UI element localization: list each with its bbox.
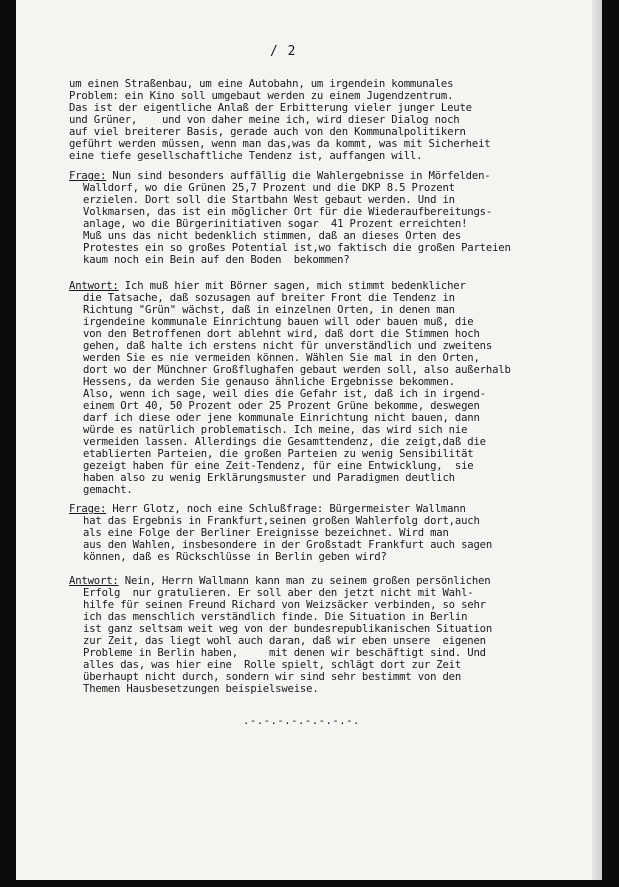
text-line: etablierten Parteien, die großen Parteien zu wenig Sensibilität — [83, 448, 474, 460]
text-line: ich das menschlich verständlich finde. Die Situation in Berlin — [83, 611, 468, 623]
text-line: Volkmarsen, das ist ein möglicher Ort für die Wiederaufbereitungs- — [83, 206, 493, 218]
text-line: haben also zu wenig Erklärungsmuster und Paradigmen deutlich — [83, 472, 455, 484]
text-line: um einen Straßenbau, um eine Autobahn, um irgendein kommunales — [69, 78, 454, 90]
text-line: werden Sie es nie vermeiden können. Wählen Sie mal in den Orten, — [83, 352, 480, 364]
text-line: ist ganz seltsam weit weg von der bundesrepublikanischen Situation — [83, 623, 493, 635]
text-line: zur Zeit, das liegt wohl auch daran, daß wir eben unsere eigenen — [83, 635, 486, 647]
text-line: Protestes ein so großes Potential ist,wo faktisch die großen Parteien — [83, 242, 511, 254]
text-line: hat das Ergebnis in Frankfurt,seinen großen Wahlerfolg dort,auch — [83, 515, 480, 527]
speaker-line — [69, 503, 569, 515]
text-line: können, daß es Rückschlüsse in Berlin geben wird? — [83, 551, 387, 563]
text-line: würde es natürlich problematisch. Ich meine, das wird sich nie — [83, 424, 468, 436]
text-line: Probleme in Berlin haben, mit denen wir beschäftigt sind. Und — [83, 647, 486, 659]
text-line: Nun sind besonders auffällig die Wahlergebnisse in Mörfelden- — [106, 170, 491, 182]
text-line: kaum noch ein Bein auf den Boden bekommen? — [83, 254, 350, 266]
page-edge-shadow — [592, 0, 602, 880]
text-line: einem Ort 40, 50 Prozent oder 25 Prozent Grüne bekomme, deswegen — [83, 400, 480, 412]
text-line: vermeiden lassen. Allerdings die Gesamttendenz, die zeigt,daß die — [83, 436, 486, 448]
text-line: Walldorf, wo die Grünen 25,7 Prozent und die DKP 8.5 Prozent — [83, 182, 455, 194]
text-line: eine tiefe gesellschaftliche Tendenz ist, auffangen will. — [69, 150, 423, 162]
speaker-line — [69, 575, 569, 587]
text-line: alles das, was hier eine Rolle spielt, schlägt dort zur Zeit — [83, 659, 462, 671]
text-line: und Grüner, und von daher meine ich, wird dieser Dialog noch — [69, 114, 460, 126]
text-line: als eine Folge der Berliner Ereignisse bezeichnet. Wird man — [83, 527, 449, 539]
speaker-label: Frage: — [69, 503, 107, 515]
document-page — [16, 0, 602, 880]
text-line: Hessens, da werden Sie genauso ähnliche Ergebnisse bekommen. — [83, 376, 455, 388]
text-line: hilfe für seinen Freund Richard von Weizsäcker verbinden, so sehr — [83, 599, 486, 611]
text-line: Problem: ein Kino soll umgebaut werden zu einem Jugendzentrum. — [69, 90, 454, 102]
text-line: von den Betroffenen dort ablehnt wird, daß dort die Stimmen hoch — [83, 328, 480, 340]
speaker-line — [69, 170, 569, 182]
text-line: Also, wenn ich sage, weil dies die Gefahr ist, daß ich in irgend- — [83, 388, 486, 400]
paragraph — [69, 575, 569, 695]
paragraph — [69, 170, 569, 266]
text-line: irgendeine kommunale Einrichtung bauen will oder bauen muß, die — [83, 316, 474, 328]
page-number: / 2 — [270, 44, 297, 59]
text-line: dort wo der Münchner Großflughafen gebaut werden soll, also außerhalb — [83, 364, 511, 376]
text-line: erzielen. Dort soll die Startbahn West gebaut werden. Und in — [83, 194, 455, 206]
text-line: Das ist der eigentliche Anlaß der Erbitterung vieler junger Leute — [69, 102, 472, 114]
paragraph — [69, 78, 569, 162]
speaker-label: Antwort: — [69, 575, 119, 587]
speaker-line — [69, 280, 569, 292]
text-line: aus den Wahlen, insbesondere in der Großstadt Frankfurt auch sagen — [83, 539, 493, 551]
paragraph — [69, 503, 569, 563]
text-line: die Tatsache, daß sozusagen auf breiter Front die Tendenz in — [83, 292, 455, 304]
text-line: gezeigt haben für eine Zeit-Tendenz, für eine Entwicklung, sie — [83, 460, 474, 472]
text-line: darf ich diese oder jene kommunale Einrichtung nicht bauen, dann — [83, 412, 480, 424]
speaker-label: Frage: — [69, 170, 107, 182]
text-line: gemacht. — [83, 484, 133, 496]
closing-mark: .-.-.-.-.-.-.-.-. — [243, 715, 360, 727]
text-line: Herr Glotz, noch eine Schlußfrage: Bürgermeister Wallmann — [106, 503, 466, 515]
speaker-label: Antwort: — [69, 280, 119, 292]
text-line: Muß uns das nicht bedenklich stimmen, daß an dieses Orten des — [83, 230, 462, 242]
text-line: Themen Hausbesetzungen beispielsweise. — [83, 683, 319, 695]
text-line: Nein, Herrn Wallmann kann man zu seinem großen persönlichen — [118, 575, 491, 587]
text-line: überhaupt nicht durch, sondern wir sind sehr bestimmt von den — [83, 671, 462, 683]
text-line: gehen, daß halte ich erstens nicht für unverständlich und zweitens — [83, 340, 493, 352]
text-line: Erfolg nur gratulieren. Er soll aber den jetzt nicht mit Wahl- — [83, 587, 474, 599]
text-line: auf viel breiterer Basis, gerade auch von den Kommunalpolitikern — [69, 126, 466, 138]
text-line: geführt werden müssen, wenn man das,was da kommt, was mit Sicherheit — [69, 138, 491, 150]
text-line: Ich muß hier mit Börner sagen, mich stimmt bedenklicher — [118, 280, 466, 292]
text-line: anlage, wo die Bürgerinitiativen sogar 41 Prozent erreichten! — [83, 218, 468, 230]
text-line: Richtung "Grün" wächst, daß in einzelnen Orten, in denen man — [83, 304, 455, 316]
paragraph — [69, 280, 569, 496]
